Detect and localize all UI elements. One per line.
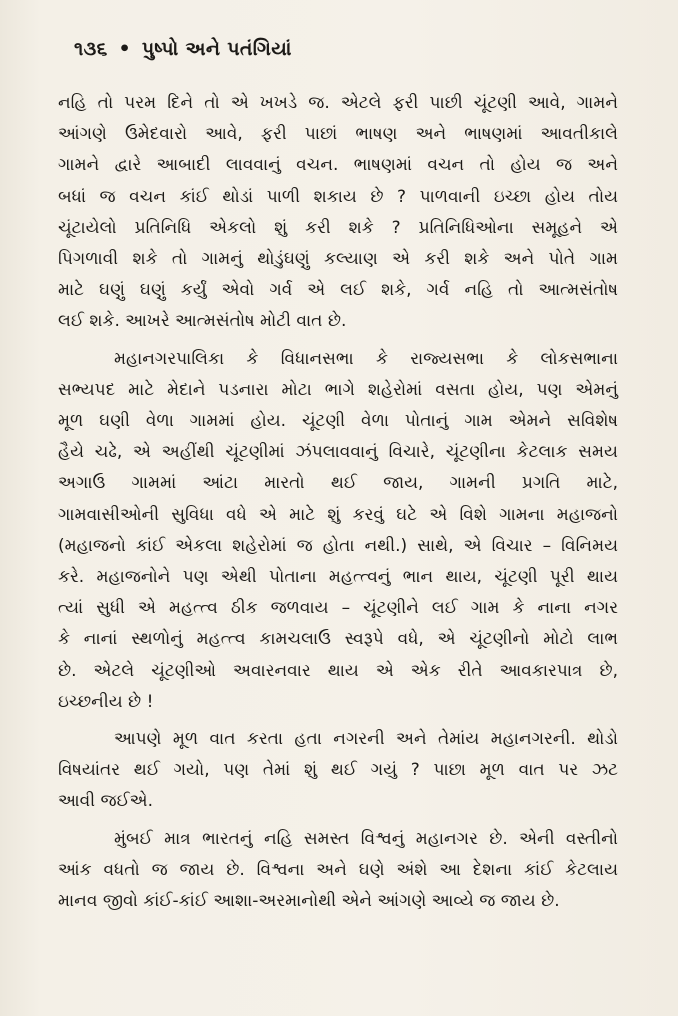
- text-line: માટે ઘણું ઘણું કર્યું એવો ગર્વ એ લઈ શકે, ગર્વ નહિ તો આત્મસંતોષ: [58, 280, 618, 301]
- text-line: લઈ શકે. આખરે આત્મસંતોષ મોટી વાત છે.: [58, 311, 347, 332]
- text-line: કે નાનાં સ્થળોનું મહત્ત્વ કામચલાઉ સ્વરૂપે વધે, એ ચૂંટણીનો મોટો લાભ: [58, 629, 618, 650]
- text-line: ચૂંટાયેલો પ્રતિનિધિ એકલો શું કરી શકે ? પ્રતિનિધિઓના સમૂહને એ: [58, 217, 618, 238]
- text-line: માનવ જીવો કાંઈ-કાંઈ આશા-અરમાનોથી એને આંગણે આવ્યે જ જાય છે.: [58, 891, 560, 912]
- paragraph: [58, 344, 618, 718]
- body-text: [58, 88, 618, 923]
- running-header: [74, 38, 292, 60]
- text-line: પિગળાવી શકે તો ગામનું થોડુંઘણું કલ્યાણ એ કરી શકે અને પોતે ગામ: [58, 249, 618, 270]
- text-line: સભ્યપદ માટે મેદાને પડનારા મોટા ભાગે શહેરોમાં વસતા હોય, પણ એમનું: [58, 379, 618, 400]
- text-line: ગામને દ્વારે આબાદી લાવવાનું વચન. ભાષણમાં વચન તો હોય જ અને: [58, 155, 618, 176]
- text-line: હૈયે ચઢે, એ અહીંથી ચૂંટણીમાં ઝંપલાવવાનું વિચારે, ચૂંટણીના કેટલાક સમય: [58, 442, 618, 463]
- text-line: બધાં જ વચન કાંઈ થોડાં પાળી શકાય છે ? પાળવાની ઇચ્છા હોય તોય: [58, 186, 618, 207]
- text-line: છે. એટલે ચૂંટણીઓ અવારનવાર થાય એ એક રીતે આવકારપાત્ર છે,: [58, 660, 618, 681]
- header-separator: •: [118, 38, 131, 60]
- text-line: આંગણે ઉમેદવારો આવે, ફરી પાછાં ભાષણ અને ભાષણમાં આવતીકાલે: [58, 124, 618, 145]
- text-line: વિષયાંતર થઈ ગયો, પણ તેમાં શું થઈ ગયું ? પાછા મૂળ વાત પર ઝટ: [58, 760, 618, 781]
- text-line: મુંબઈ માત્ર ભારતનું નહિ સમસ્ત વિશ્વનું મહાનગર છે. એની વસ્તીનો: [114, 828, 618, 849]
- paragraph: [58, 724, 618, 818]
- text-line: મૂળ ઘણી વેળા ગામમાં હોય. ચૂંટણી વેળા પોતાનું ગામ એમને સવિશેષ: [58, 411, 618, 432]
- paragraph: [58, 824, 618, 918]
- paragraph: [58, 88, 618, 338]
- text-line: આવી જઈએ.: [58, 791, 154, 812]
- text-line: નહિ તો પરમ દિને તો એ ખખડે જ. એટલે ફરી પાછી ચૂંટણી આવે, ગામને: [58, 93, 618, 113]
- book-title: પુષ્પો અને પતંગિયાં: [141, 38, 292, 60]
- text-line: આંક વધતો જ જાય છે. વિશ્વના અને ઘણે અંશે આ દેશના કાંઈ કેટલાય: [58, 859, 618, 880]
- text-line: ગામવાસીઓની સુવિધા વધે એ માટે શું કરવું ઘટે એ વિશે ગામના મહાજનો: [58, 504, 618, 525]
- text-line: કરે. મહાજનોને પણ એથી પોતાના મહત્ત્વનું ભાન થાય, ચૂંટણી પૂરી થાય: [58, 567, 618, 588]
- text-line: (મહાજનો કાંઈ એકલા શહેરોમાં જ હોતા નથી.) સાથે, એ વિચાર – વિનિમય: [58, 535, 618, 556]
- text-line: આપણે મૂળ વાત કરતા હતા નગરની અને તેમાંય મહાનગરની. થોડો: [114, 729, 618, 750]
- text-line: અગાઉ ગામમાં આંટા મારતો થઈ જાય, ગામની પ્રગતિ માટે,: [58, 473, 618, 494]
- text-line: ત્યાં સુધી એ મહત્ત્વ ઠીક જળવાય – ચૂંટણીને લઈ ગામ કે નાના નગર: [58, 598, 618, 619]
- page-number: ૧૩૬: [74, 38, 108, 60]
- text-line: મહાનગરપાલિકા કે વિધાનસભા કે રાજ્યસભા કે લોકસભાના: [114, 348, 618, 369]
- text-line: ઇચ્છનીય છે !: [58, 691, 154, 712]
